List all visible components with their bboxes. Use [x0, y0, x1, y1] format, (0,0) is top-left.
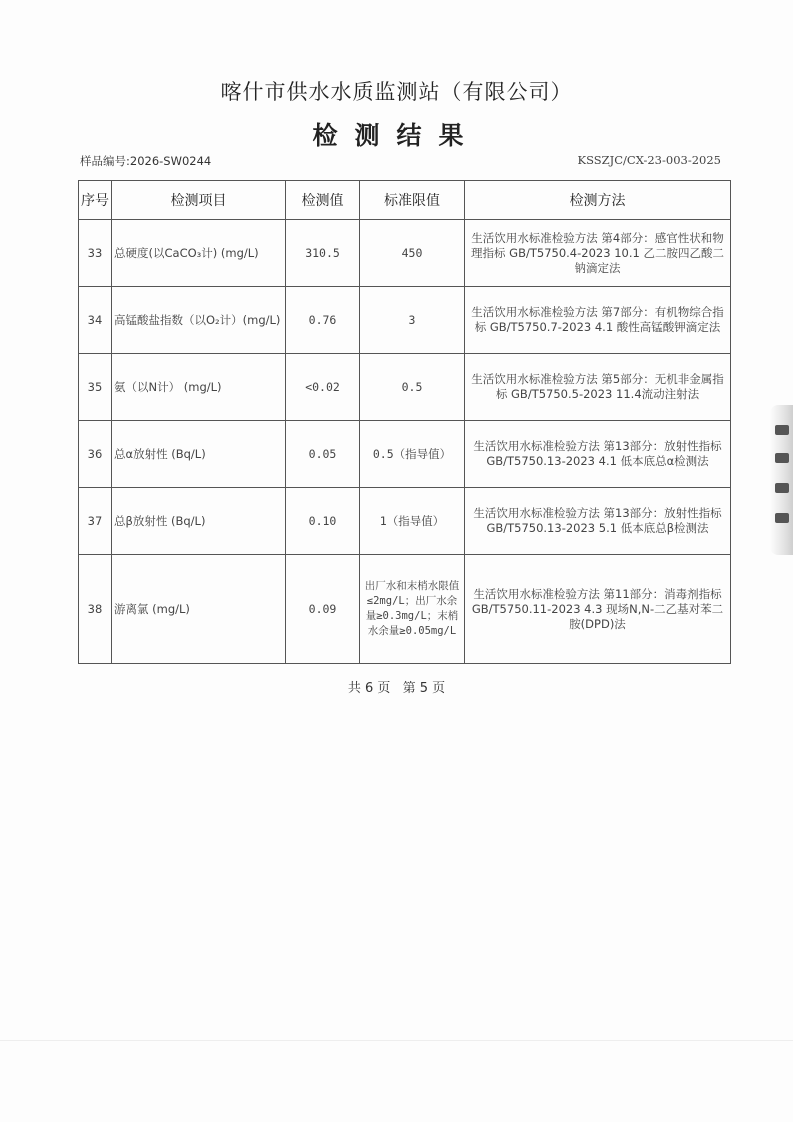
- row-value: 0.76: [286, 287, 360, 354]
- sample-number: 样品编号:2026-SW0244: [80, 154, 212, 168]
- total-pages: 共 6 页: [347, 681, 391, 696]
- results-table: [78, 180, 731, 664]
- row-item: 总α放射性 (Bq/L): [112, 421, 286, 488]
- table-row: [79, 220, 731, 287]
- row-value: 0.10: [286, 488, 360, 555]
- col-header-limit: 标准限值: [360, 181, 465, 220]
- row-limit: 1（指导值）: [360, 488, 465, 555]
- row-item: 高锰酸盐指数（以O₂计）(mg/L): [112, 287, 286, 354]
- table-row: [79, 287, 731, 354]
- row-method: 生活饮用水标准检验方法 第4部分：感官性状和物理指标 GB/T5750.4-2023 10.1 乙二胺四乙酸二钠滴定法: [465, 220, 731, 287]
- row-value: 0.05: [286, 421, 360, 488]
- row-method: 生活饮用水标准检验方法 第7部分：有机物综合指标 GB/T5750.7-2023 4.1 酸性高锰酸钾滴定法: [465, 287, 731, 354]
- row-limit: 3: [360, 287, 465, 354]
- table-row: [79, 421, 731, 488]
- row-method: 生活饮用水标准检验方法 第11部分：消毒剂指标 GB/T5750.11-2023 4.3 现场N,N-二乙基对苯二胺(DPD)法: [465, 555, 731, 664]
- row-seq: 38: [79, 555, 112, 664]
- row-limit: 出厂水和末梢水限值≤2mg/L；出厂水余量≥0.3mg/L；末梢水余量≥0.05mg/L: [360, 555, 465, 664]
- row-item: 总β放射性 (Bq/L): [112, 488, 286, 555]
- table-row: [79, 555, 731, 664]
- row-limit: 0.5（指导值）: [360, 421, 465, 488]
- page-footer: [0, 677, 793, 696]
- row-seq: 36: [79, 421, 112, 488]
- col-header-value: 检测值: [286, 181, 360, 220]
- report-code: KSSZJC/CX-23-003-2025: [577, 153, 721, 167]
- current-page: 第 5 页: [402, 681, 446, 696]
- col-header-item: 检测项目: [112, 181, 286, 220]
- edge-stamp-icon: [770, 405, 793, 555]
- table-header-row: [79, 181, 731, 220]
- table-row: [79, 354, 731, 421]
- row-seq: 34: [79, 287, 112, 354]
- scan-divider: [0, 1040, 793, 1041]
- row-method: 生活饮用水标准检验方法 第13部分：放射性指标GB/T5750.13-2023 4.1 低本底总α检测法: [465, 421, 731, 488]
- row-method: 生活饮用水标准检验方法 第13部分：放射性指标GB/T5750.13-2023 5.1 低本底总β检测法: [465, 488, 731, 555]
- row-limit: 0.5: [360, 354, 465, 421]
- document-title: 检测结果: [312, 121, 481, 150]
- row-item: 总硬度(以CaCO₃计) (mg/L): [112, 220, 286, 287]
- organization-title: 喀什市供水水质监测站（有限公司）: [220, 80, 573, 104]
- row-seq: 37: [79, 488, 112, 555]
- table-row: [79, 488, 731, 555]
- row-seq: 33: [79, 220, 112, 287]
- row-value: 0.09: [286, 555, 360, 664]
- row-limit: 450: [360, 220, 465, 287]
- row-value: <0.02: [286, 354, 360, 421]
- row-value: 310.5: [286, 220, 360, 287]
- col-header-method: 检测方法: [465, 181, 731, 220]
- col-header-seq: 序号: [79, 181, 112, 220]
- row-item: 游离氯 (mg/L): [112, 555, 286, 664]
- row-item: 氨（以N计） (mg/L): [112, 354, 286, 421]
- row-method: 生活饮用水标准检验方法 第5部分：无机非金属指标 GB/T5750.5-2023 11.4流动注射法: [465, 354, 731, 421]
- row-seq: 35: [79, 354, 112, 421]
